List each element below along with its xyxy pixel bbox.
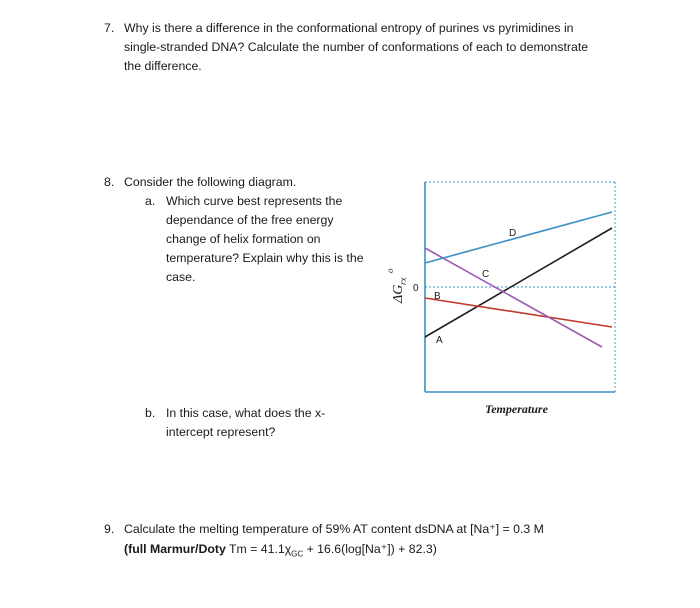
question-8a-label: a. [145, 194, 156, 208]
y-axis-label-sub: rx [398, 277, 408, 285]
question-8-intro: Consider the following diagram. [124, 175, 297, 189]
y-axis-label-sup: o [385, 268, 395, 273]
question-8a-line-4: temperature? Explain why this is the [166, 251, 364, 265]
question-8b-label: b. [145, 406, 156, 420]
free-energy-diagram [370, 170, 620, 425]
curve-a [425, 228, 612, 337]
question-9-formula-part-2: + 16.6(log[Na⁺]) + 82.3) [303, 542, 437, 556]
question-7-line-1: Why is there a difference in the conformational entropy of purines vs pyrimidines in [124, 21, 574, 35]
question-8-number: 8. [104, 175, 115, 189]
question-9-formula-part-1: Tm = 41.1χ [225, 542, 292, 556]
curve-b [425, 298, 612, 327]
question-8b-line-1: In this case, what does the x- [166, 406, 326, 420]
question-9-line-2 [124, 540, 437, 560]
curve-label-b: B [434, 291, 441, 302]
curve-label-d: D [509, 228, 517, 239]
curve-c [425, 248, 602, 347]
y-axis-label-main: ΔG [391, 284, 406, 303]
question-8a-line-3: change of helix formation on [166, 232, 321, 246]
question-8b-line-2: intercept represent? [166, 425, 276, 439]
x-axis-label: Temperature [485, 402, 548, 416]
question-9-number: 9. [104, 522, 115, 536]
curve-label-c: C [482, 269, 490, 280]
question-7-number: 7. [104, 21, 115, 35]
question-9-formula-label: (full Marmur/Doty [124, 542, 226, 556]
curve-label-a: A [436, 335, 443, 346]
zero-label: 0 [413, 283, 419, 294]
question-9-line-1: Calculate the melting temperature of 59% AT content dsDNA at [Na⁺] = 0.3 M [124, 522, 544, 536]
question-8a-line-1: Which curve best represents the [166, 194, 343, 208]
curve-d [425, 212, 612, 263]
question-7-line-2: single-stranded DNA? Calculate the number of conformations of each to demonstrate [124, 40, 589, 54]
y-axis-label [385, 268, 408, 304]
question-9-formula-sub: GC [291, 549, 304, 559]
question-7-line-3: the difference. [124, 59, 202, 73]
question-8a-line-5: case. [166, 270, 196, 284]
question-8a-line-2: dependance of the free energy [166, 213, 334, 227]
